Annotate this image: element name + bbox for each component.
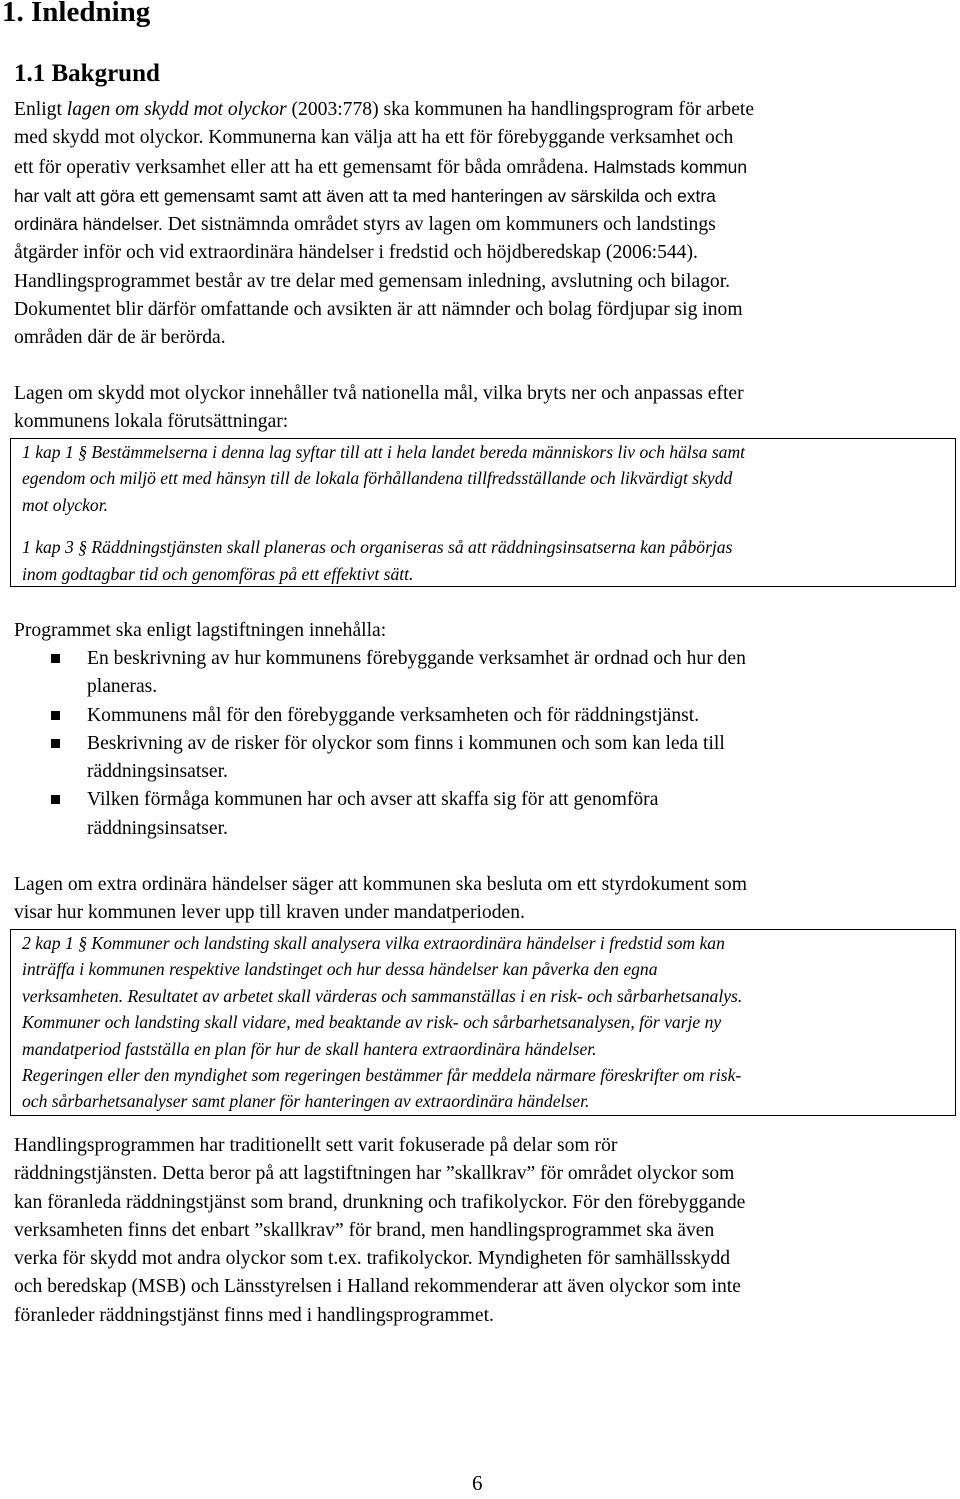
intro-line: Dokumentet blir därför omfattande och avsikten är att nämnder och bolag fördjupar sig inom: [14, 299, 743, 321]
quote-line: och sårbarhetsanalyser samt planer för hanteringen av extraordinära händelser.: [22, 1091, 590, 1112]
law-reference: 2 kap 1 §: [22, 933, 87, 953]
extra-line: Lagen om extra ordinära händelser säger att kommunen ska besluta om ett styrdokument som: [14, 874, 747, 895]
intro-paragraph: [14, 96, 954, 353]
quote-line: [22, 439, 955, 465]
quote-line: egendom och miljö ett med hänsyn till de lokala förhållandena tillfredsställande och likvärdigt skydd: [22, 468, 733, 489]
law-quote-2: [22, 534, 955, 587]
quote-line: Kommuner och landsting skall vidare, med beaktande av risk- och sårbarhetsanalysen, för varje ny: [22, 1012, 722, 1033]
law-quote-1: [22, 439, 955, 518]
quote-text: Räddningstjänsten skall planeras och organiseras så att räddningsinsatserna kan påbörjas: [87, 537, 733, 558]
intro-line: med skydd mot olyckor. Kommunerna kan välja att ha ett för förebyggande verksamhet och: [14, 127, 734, 149]
goals-intro-paragraph: [14, 380, 954, 437]
law-quote-box-2: [10, 929, 956, 1116]
list-item-text: En beskrivning av hur kommunens förebyggande verksamhet är ordnad och hur den: [87, 648, 746, 669]
intro-line-sans: har valt att göra ett gemensamt samt att även att ta med hanteringen av särskilda och extra: [14, 185, 716, 206]
intro-text-sans: Halmstads kommun: [588, 156, 748, 177]
law-quote-box-1: [10, 438, 956, 587]
quote-line: [22, 930, 955, 956]
intro-text: ett för operativ verksamhet eller att ha ett gemensamt för båda områdena.: [14, 156, 589, 178]
quote-line: inom godtagbar tid och genomföras på ett effektivt sätt.: [22, 563, 414, 584]
chapter-heading: 1. Inledning: [2, 0, 151, 28]
law-quote-3: [22, 930, 955, 1115]
closing-line: verksamheten finns det enbart ”skallkrav” för brand, men handlingsprogrammet ska även: [14, 1219, 715, 1241]
closing-paragraph: [14, 1132, 954, 1330]
list-item: [14, 702, 934, 730]
program-intro: [14, 617, 954, 645]
section-heading: 1.1 Bakgrund: [14, 60, 160, 87]
list-item: [14, 730, 934, 787]
intro-line: områden där de är berörda.: [14, 327, 226, 349]
list-item: [14, 786, 934, 843]
closing-line: räddningstjänsten. Detta beror på att lagstiftningen har ”skallkrav” för området olyckor som: [14, 1163, 735, 1185]
intro-text: Det sistnämnda området styrs av lagen om kommuners och landstings: [162, 214, 716, 236]
list-item-text: planeras.: [87, 676, 158, 698]
intro-line: åtgärder inför och vid extraordinära händelser i fredstid och höjdberedskap (2006:544).: [14, 242, 698, 264]
list-item-text: räddningsinsatser.: [87, 817, 228, 839]
quote-text: Kommuner och landsting skall analysera vilka extraordinära händelser i fredstid som kan: [87, 933, 725, 953]
quote-line: verksamheten. Resultatet av arbetet skall värderas och sammanställas i en risk- och sårbarhetsanalys.: [22, 985, 743, 1006]
goals-line: kommunens lokala förutsättningar:: [14, 411, 289, 433]
intro-line: [14, 210, 954, 239]
law-reference: 1 kap 3 §: [22, 537, 87, 558]
law-title: lagen om skydd mot olyckor: [66, 99, 287, 120]
law-reference: 1 kap 1 §: [22, 442, 87, 462]
square-bullet-icon: [51, 795, 60, 804]
intro-line: [14, 153, 954, 182]
square-bullet-icon: [51, 739, 60, 748]
intro-line: Handlingsprogrammet består av tre delar med gemensam inledning, avslutning och bilagor.: [14, 270, 731, 292]
quote-line: mandatperiod fastställa en plan för hur de skall hantera extraordinära händelser.: [22, 1038, 597, 1059]
closing-line: verka för skydd mot andra olyckor som t.ex. trafikolyckor. Myndigheten för samhällsskydd: [14, 1248, 731, 1270]
closing-line: och beredskap (MSB) och Länsstyrelsen i Halland rekommenderar att även olyckor som inte: [14, 1276, 741, 1298]
extra-intro-paragraph: [14, 871, 954, 928]
closing-line: Handlingsprogrammen har traditionellt sett varit fokuserade på delar som rör: [14, 1135, 618, 1156]
list-item-text: räddningsinsatser.: [87, 761, 228, 783]
page-number: 6: [472, 1471, 483, 1495]
list-item-text: Vilken förmåga kommunen har och avser att skaffa sig för att genomföra: [87, 789, 659, 811]
list-item-text: Beskrivning av de risker för olyckor som finns i kommunen och som kan leda till: [87, 732, 725, 754]
quote-text: Bestämmelserna i denna lag syftar till att i hela landet bereda människors liv och hälsa samt: [87, 442, 746, 462]
program-intro-text: Programmet ska enligt lagstiftningen innehålla:: [14, 620, 387, 641]
requirements-list: [14, 645, 934, 843]
closing-line: kan föranleda räddningstjänst som brand, drunkning och trafikolyckor. För den förebyggande: [14, 1191, 746, 1213]
list-item-text: Kommunens mål för den förebyggande verksamheten och för räddningstjänst.: [87, 704, 700, 726]
extra-line: visar hur kommunen lever upp till kraven under mandatperioden.: [14, 902, 525, 924]
intro-text: (2003:778) ska kommunen ha handlingsprogram för arbete: [286, 99, 755, 120]
quote-line: mot olyckor.: [22, 494, 108, 515]
closing-line: föranleder räddningstjänst finns med i handlingsprogrammet.: [14, 1304, 494, 1326]
list-item: [14, 645, 934, 702]
quote-line: Regeringen eller den myndighet som regeringen bestämmer får meddela närmare föreskrifter om risk-: [22, 1065, 742, 1086]
quote-line: inträffa i kommunen respektive landstinget och hur dessa händelser kan påverka den egna: [22, 959, 658, 980]
intro-line: [14, 96, 954, 124]
intro-text: Enligt: [14, 99, 67, 120]
quote-line: [22, 534, 955, 560]
square-bullet-icon: [51, 654, 60, 663]
intro-text-sans: ordinära händelser.: [14, 214, 163, 235]
square-bullet-icon: [51, 711, 60, 720]
goals-line: Lagen om skydd mot olyckor innehåller två nationella mål, vilka bryts ner och anpassas efter: [14, 383, 744, 404]
